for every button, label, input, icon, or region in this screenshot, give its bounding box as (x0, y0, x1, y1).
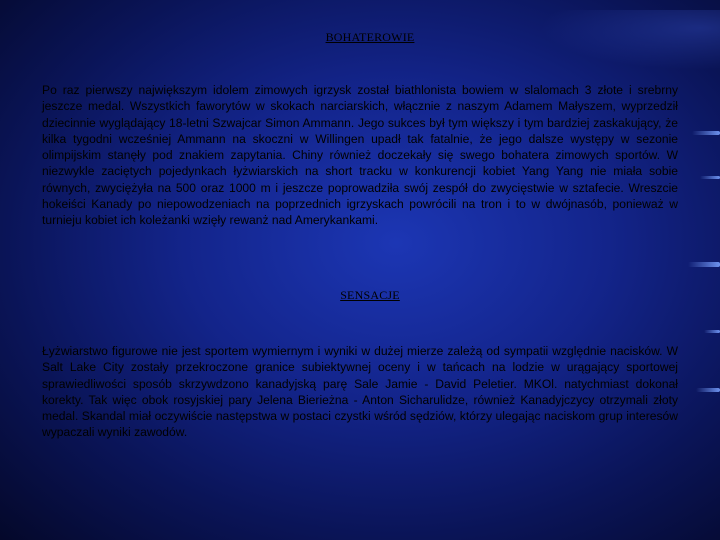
section-paragraph-bohaterowie: Po raz pierwszy największym idolem zimowych igrzysk został biathlonista bowiem w slalomach 3 złote i srebrny jeszcze medal. Wszystkich faworytów w skokach narciarskich, włącznie z naszym Adamem Małyszem, wyprzedził dziecinnie wyglądający 18-letni Szwajcar Simon Ammann. Jego sukces był tym większy i tym bardziej zaskakujący, że kilka tygodni wcześniej Ammann na skoczni w Willingen upadł tak fatalnie, że jego dalsze występy w sezonie olimpijskim stanęły pod znakiem zapytania. Chiny również doczekały się swego bohatera zimowych sportów. W niezwykle zaciętych pojedynkach łyżwiarskich na short tracku w konkurencji kobiet Yang Yang nie miała sobie równych, zwyciężyła na 500 oraz 1000 m i jeszcze poprowadziła swój zespół do zwycięstwie w sztafecie. Wreszcie hokeiści Kanady po niepowodzeniach na poprzednich igrzyskach powrócili na tron i to w dwójnasób, ponieważ w turnieju kobiet ich koleżanki wzięły rewanż nad Amerykankami. (42, 83, 678, 228)
section-heading-sensacje: SENSACJE (340, 288, 400, 302)
decorative-streak (696, 388, 720, 392)
decorative-streak (688, 262, 720, 267)
decorative-streak (704, 330, 720, 333)
decorative-streak (692, 131, 720, 135)
section-heading-bohaterowie: BOHATEROWIE (325, 30, 415, 44)
decorative-streak (700, 176, 720, 179)
section-paragraph-sensacje: Łyżwiarstwo figurowe nie jest sportem wymiernym i wyniki w dużej mierze zależą od sympatii względnie nacisków. W Salt Lake City zostały przekroczone granice subiektywnej oceny i w tańcach na lodzie w urągający sportowej sprawiedliwości sposób skrzywdzono kanadyjską parę Sale Jamie - David Peletier. MKOl. natychmiast dokonał korekty. Tak więc obok rosyjskiej pary Jelena Bierieżna - Anton Sicharulidze, również Kanadyjczycy otrzymali złoty medal. Skandal miał oczywiście następstwa w postaci czystki wśród sędziów, którzy ulegając naciskom grup interesów wypaczali wyniki zawodów. (42, 344, 678, 440)
